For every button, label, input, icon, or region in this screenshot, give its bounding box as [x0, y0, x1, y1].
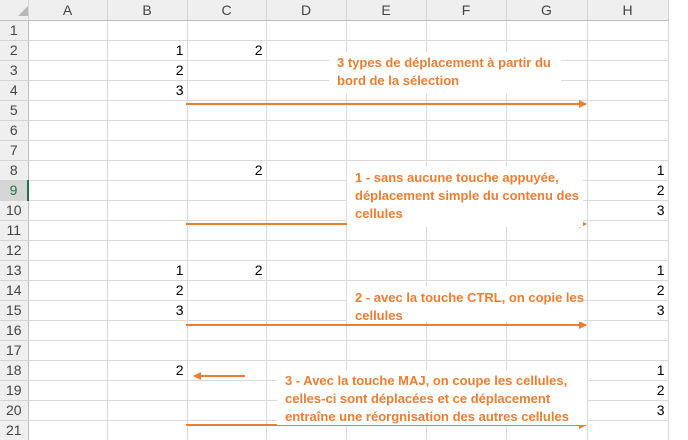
- cell-b4[interactable]: 3: [107, 80, 187, 100]
- cell-a10[interactable]: [28, 200, 107, 220]
- row-header-2[interactable]: 2: [0, 40, 28, 60]
- cell-a9[interactable]: [28, 180, 107, 200]
- row-header-3[interactable]: 3: [0, 60, 28, 80]
- cell-d12[interactable]: [266, 240, 346, 260]
- cell-f13[interactable]: [426, 260, 506, 280]
- cell-f12[interactable]: [426, 240, 506, 260]
- cell-e6[interactable]: [346, 120, 426, 140]
- cell-a16[interactable]: [28, 320, 107, 340]
- row-header-5[interactable]: 5: [0, 100, 28, 120]
- row-header-8[interactable]: 8: [0, 160, 28, 180]
- cell-h2[interactable]: [587, 40, 668, 60]
- cell-d17[interactable]: [266, 340, 346, 360]
- annotation-title-line-1: 3 types de déplacement à partir du: [337, 55, 551, 70]
- cell-c6[interactable]: [187, 120, 266, 140]
- annotation-case-2-line-2: cellules: [355, 308, 403, 323]
- table-row: [0, 100, 668, 120]
- table-row: [0, 120, 668, 140]
- cell-g7[interactable]: [506, 140, 587, 160]
- row-header-13[interactable]: 13: [0, 260, 28, 280]
- cell-d10[interactable]: [266, 200, 346, 220]
- cell-a21[interactable]: [28, 420, 107, 440]
- row-header-15[interactable]: 15: [0, 300, 28, 320]
- cell-h9[interactable]: 2: [587, 180, 668, 200]
- cell-a7[interactable]: [28, 140, 107, 160]
- cell-c11[interactable]: [187, 220, 266, 240]
- column-header-e[interactable]: E: [346, 0, 426, 20]
- cell-h6[interactable]: [587, 120, 668, 140]
- cell-h7[interactable]: [587, 140, 668, 160]
- cell-d1[interactable]: [266, 20, 346, 40]
- cell-d11[interactable]: [266, 220, 346, 240]
- cell-f5[interactable]: [426, 100, 506, 120]
- row-header-10[interactable]: 10: [0, 200, 28, 220]
- cell-h17[interactable]: [587, 340, 668, 360]
- annotation-case-2: [347, 287, 583, 322]
- cell-c16[interactable]: [187, 320, 266, 340]
- cell-c4[interactable]: [187, 80, 266, 100]
- cell-b20[interactable]: [107, 400, 187, 420]
- row-header-4[interactable]: 4: [0, 80, 28, 100]
- cell-f17[interactable]: [426, 340, 506, 360]
- cell-g1[interactable]: [506, 20, 587, 40]
- cell-g5[interactable]: [506, 100, 587, 120]
- row-header-6[interactable]: 6: [0, 120, 28, 140]
- cell-d9[interactable]: [266, 180, 346, 200]
- cell-b10[interactable]: [107, 200, 187, 220]
- cell-a3[interactable]: [28, 60, 107, 80]
- cell-e12[interactable]: [346, 240, 426, 260]
- cell-d16[interactable]: [266, 320, 346, 340]
- cell-c3[interactable]: [187, 60, 266, 80]
- cell-h14[interactable]: 2: [587, 280, 668, 300]
- column-header-b[interactable]: B: [107, 0, 187, 20]
- cell-b7[interactable]: [107, 140, 187, 160]
- cell-h13[interactable]: 1: [587, 260, 668, 280]
- column-header-f[interactable]: F: [426, 0, 506, 20]
- table-row: [0, 20, 668, 40]
- cell-c2[interactable]: 2: [187, 40, 266, 60]
- cell-h12[interactable]: [587, 240, 668, 260]
- annotation-case-3-line-3: entraîne une réorgnisation des autres cellules: [285, 409, 569, 424]
- annotation-case-3-line-2: celles-ci sont déplacées et ce déplacement: [285, 391, 551, 406]
- column-header-d[interactable]: D: [266, 0, 346, 20]
- cell-h16[interactable]: [587, 320, 668, 340]
- row-header-12[interactable]: 12: [0, 240, 28, 260]
- cell-c21[interactable]: [187, 420, 266, 440]
- row-header-14[interactable]: 14: [0, 280, 28, 300]
- cell-g17[interactable]: [506, 340, 587, 360]
- cell-c19[interactable]: [187, 380, 266, 400]
- cell-h15[interactable]: 3: [587, 300, 668, 320]
- cell-g6[interactable]: [506, 120, 587, 140]
- cell-h10[interactable]: 3: [587, 200, 668, 220]
- cell-d15[interactable]: [266, 300, 346, 320]
- cell-a14[interactable]: [28, 280, 107, 300]
- annotation-title: [329, 52, 561, 94]
- cell-c8[interactable]: 2: [187, 160, 266, 180]
- column-header-a[interactable]: A: [28, 0, 107, 20]
- cell-d7[interactable]: [266, 140, 346, 160]
- cell-b18[interactable]: 2: [107, 360, 187, 380]
- cell-f1[interactable]: [426, 20, 506, 40]
- cell-c15[interactable]: [187, 300, 266, 320]
- column-header-c[interactable]: C: [187, 0, 266, 20]
- annotation-case-1: [347, 167, 583, 227]
- cell-e5[interactable]: [346, 100, 426, 120]
- cell-h19[interactable]: 2: [587, 380, 668, 400]
- cell-d5[interactable]: [266, 100, 346, 120]
- row-header-20[interactable]: 20: [0, 400, 28, 420]
- cell-b8[interactable]: [107, 160, 187, 180]
- cell-b1[interactable]: [107, 20, 187, 40]
- annotation-title-line-2: bord de la sélection: [337, 73, 460, 88]
- cell-f6[interactable]: [426, 120, 506, 140]
- row-header-21[interactable]: 21: [0, 420, 28, 440]
- cell-c18[interactable]: [187, 360, 266, 380]
- cell-a1[interactable]: [28, 20, 107, 40]
- cell-b15[interactable]: 3: [107, 300, 187, 320]
- cell-h11[interactable]: [587, 220, 668, 240]
- cell-b6[interactable]: [107, 120, 187, 140]
- cell-c1[interactable]: [187, 20, 266, 40]
- cell-b5[interactable]: [107, 100, 187, 120]
- row-header-11[interactable]: 11: [0, 220, 28, 240]
- row-header-9[interactable]: 9: [0, 180, 28, 200]
- cell-h4[interactable]: [587, 80, 668, 100]
- cell-b3[interactable]: 2: [107, 60, 187, 80]
- cell-h3[interactable]: [587, 60, 668, 80]
- cell-d13[interactable]: [266, 260, 346, 280]
- annotation-case-3-line-1: 3 - Avec la touche MAJ, on coupe les cellules,: [285, 373, 568, 388]
- cell-h5[interactable]: [587, 100, 668, 120]
- cell-c14[interactable]: [187, 280, 266, 300]
- cell-a15[interactable]: [28, 300, 107, 320]
- cell-a19[interactable]: [28, 380, 107, 400]
- cell-h18[interactable]: 1: [587, 360, 668, 380]
- cell-e17[interactable]: [346, 340, 426, 360]
- cell-a2[interactable]: [28, 40, 107, 60]
- row-header-19[interactable]: 19: [0, 380, 28, 400]
- cell-a5[interactable]: [28, 100, 107, 120]
- cell-e13[interactable]: [346, 260, 426, 280]
- cell-h8[interactable]: 1: [587, 160, 668, 180]
- cell-a8[interactable]: [28, 160, 107, 180]
- table-row: [0, 260, 668, 280]
- cell-h21[interactable]: [587, 420, 668, 440]
- cell-b19[interactable]: [107, 380, 187, 400]
- cell-d6[interactable]: [266, 120, 346, 140]
- cell-b12[interactable]: [107, 240, 187, 260]
- cell-b2[interactable]: 1: [107, 40, 187, 60]
- cell-a6[interactable]: [28, 120, 107, 140]
- cell-f7[interactable]: [426, 140, 506, 160]
- table-row: [0, 340, 668, 360]
- cell-c7[interactable]: [187, 140, 266, 160]
- cell-b21[interactable]: [107, 420, 187, 440]
- annotation-case-1-line-2: déplacement simple du contenu des: [355, 188, 579, 203]
- cell-a13[interactable]: [28, 260, 107, 280]
- cell-c9[interactable]: [187, 180, 266, 200]
- cell-b13[interactable]: 1: [107, 260, 187, 280]
- cell-c10[interactable]: [187, 200, 266, 220]
- cell-e7[interactable]: [346, 140, 426, 160]
- row-header-18[interactable]: 18: [0, 360, 28, 380]
- column-header-g[interactable]: G: [506, 0, 587, 20]
- cell-d8[interactable]: [266, 160, 346, 180]
- table-row: [0, 140, 668, 160]
- row-header-7[interactable]: 7: [0, 140, 28, 160]
- row-header-16[interactable]: 16: [0, 320, 28, 340]
- select-all-triangle-icon: [18, 6, 28, 16]
- cell-b11[interactable]: [107, 220, 187, 240]
- column-header-h[interactable]: H: [587, 0, 668, 20]
- cell-a12[interactable]: [28, 240, 107, 260]
- cell-a11[interactable]: [28, 220, 107, 240]
- cell-g13[interactable]: [506, 260, 587, 280]
- cell-a18[interactable]: [28, 360, 107, 380]
- cell-c20[interactable]: [187, 400, 266, 420]
- annotation-case-3: [277, 370, 587, 425]
- cell-c17[interactable]: [187, 340, 266, 360]
- cell-h1[interactable]: [587, 20, 668, 40]
- cell-b9[interactable]: [107, 180, 187, 200]
- cell-d14[interactable]: [266, 280, 346, 300]
- cell-c5[interactable]: [187, 100, 266, 120]
- cell-c12[interactable]: [187, 240, 266, 260]
- cell-g12[interactable]: [506, 240, 587, 260]
- cell-a4[interactable]: [28, 80, 107, 100]
- row-header-1[interactable]: 1: [0, 20, 28, 40]
- cell-b16[interactable]: [107, 320, 187, 340]
- table-row: [0, 240, 668, 260]
- cell-a17[interactable]: [28, 340, 107, 360]
- cell-h20[interactable]: 3: [587, 400, 668, 420]
- annotation-case-1-line-1: 1 - sans aucune touche appuyée,: [355, 170, 559, 185]
- row-header-17[interactable]: 17: [0, 340, 28, 360]
- annotation-case-2-line-1: 2 - avec la touche CTRL, on copie les: [355, 290, 585, 305]
- cell-b17[interactable]: [107, 340, 187, 360]
- cell-c13[interactable]: 2: [187, 260, 266, 280]
- cell-b14[interactable]: 2: [107, 280, 187, 300]
- cell-a20[interactable]: [28, 400, 107, 420]
- cell-e1[interactable]: [346, 20, 426, 40]
- annotation-case-1-line-3: cellules: [355, 206, 403, 221]
